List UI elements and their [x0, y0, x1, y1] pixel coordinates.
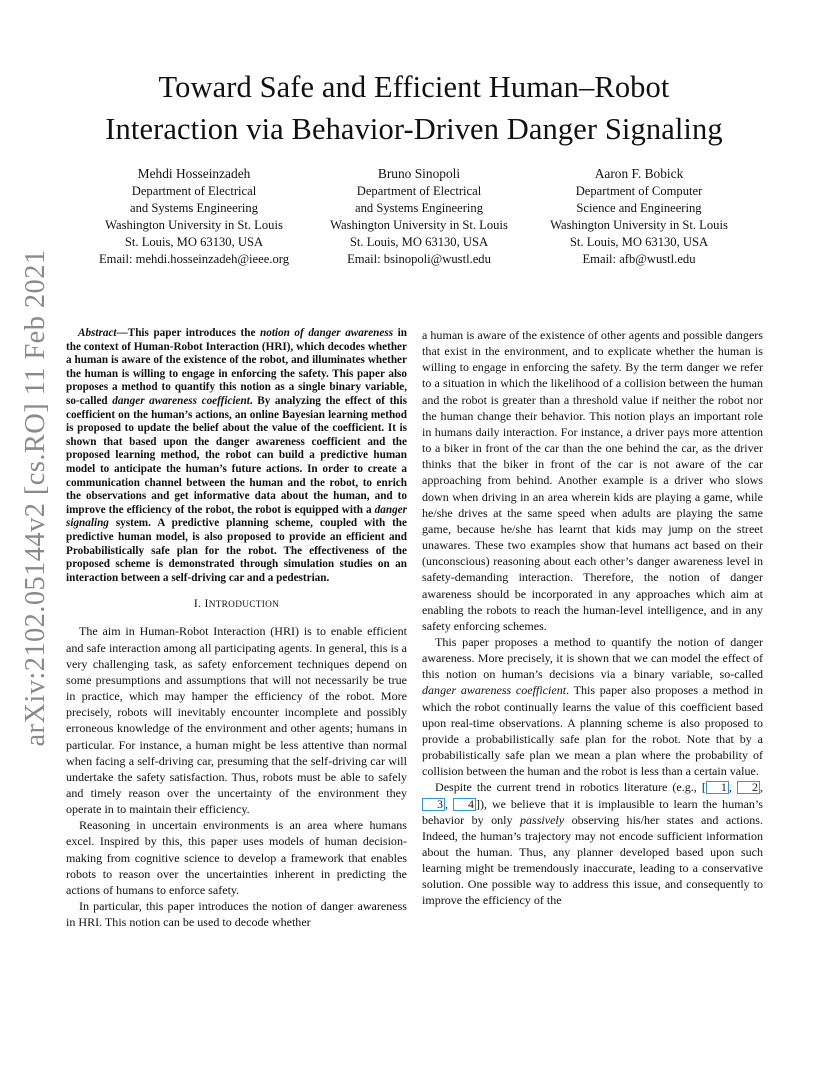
author-block-1	[84, 164, 304, 268]
paragraph: This paper proposes a method to quantify the notion of danger awareness. More precisely, it is shown that we can model the effect of this notion on human’s decisions via a binary variable, so-called danger awareness coefficient. This paper also proposes a method in which the robot continually learns the value of this coefficient based upon real-time observations. A planning scheme is also proposed to provide a probabilistically safe plan for the robot. Note that by a probabilistically safe plan we mean a plan where the probability of collision between the human and the robot is less than a certain value.	[422, 634, 763, 779]
author-affiliation: Washington University in St. Louis	[330, 218, 508, 232]
author-block-2	[309, 164, 529, 268]
title-line-2: Interaction via Behavior-Driven Danger Signaling	[105, 112, 723, 146]
citation-link[interactable]: 4	[453, 798, 476, 811]
abstract: Abstract—This paper introduces the notion of danger awareness in the context of Human-Robot Interaction (HRI), which decodes whether a human is aware of the existence of the robot, and illuminates whether the human is willing to engage in enforcing the safety. This paper also proposes a method to quantify this notion as a single binary variable, so-called danger awareness coefficient. By analyzing the effect of this coefficient on the human’s actions, an online Bayesian learning method is proposed to update the belief about the value of the coefficient. It is shown that based upon the danger awareness coefficient and the proposed learning method, the robot can build a predictive human model to anticipate the human’s future actions. In order to create a communication channel between the human and the robot, to enrich the observations and get informative data about the human, and to improve the efficiency of the robot, the robot is equipped with a danger signaling system. A predictive planning scheme, coupled with the predictive human model, is also proposed to provide an efficient and Probabilistically safe plan for the robot. The effectiveness of the proposed scheme is demonstrated through simulation studies on an interaction between a self-driving car and a pedestrian.	[66, 327, 407, 584]
author-affiliation: and Systems Engineering	[129, 201, 259, 215]
author-affiliation: Department of Electrical	[131, 184, 257, 198]
citation-link[interactable]: 2	[737, 781, 760, 794]
author-affiliation: Washington University in St. Louis	[550, 218, 728, 232]
author-affiliation: and Systems Engineering	[354, 201, 484, 215]
paper-title	[40, 66, 788, 150]
title-line-1: Toward Safe and Efficient Human–Robot	[158, 70, 670, 104]
author-address: St. Louis, MO 63130, USA	[349, 235, 489, 249]
author-affiliation: Washington University in St. Louis	[105, 218, 283, 232]
author-address: St. Louis, MO 63130, USA	[124, 235, 264, 249]
author-affiliation: Science and Engineering	[576, 201, 702, 215]
citation-link[interactable]: 1	[706, 781, 729, 794]
citation-link[interactable]: 3	[422, 798, 445, 811]
author-affiliation: Department of Electrical	[356, 184, 482, 198]
arxiv-id: arXiv:2102.05144v2 [cs.RO] 11 Feb 2021	[20, 249, 51, 747]
abstract-heading: Abstract	[78, 327, 117, 339]
author-address: St. Louis, MO 63130, USA	[569, 235, 709, 249]
arxiv-sidebar-stamp	[18, 248, 54, 748]
paragraph: Reasoning in uncertain environments is an area where humans excel. Inspired by this, this paper uses models of human decision-making from cognitive science to develop a framework that enables robots to reason over the uncertainties inherent in predicting the actions of humans to enforce safety.	[66, 818, 407, 897]
paragraph: Despite the current trend in robotics literature (e.g., [ 1 , 2 , 3 , 4 ]), we believe that it is implausible to learn the human’s behavior by only passively observing his/her states and actions. Indeed, the human’s trajectory may not encode sufficient information about the human. Thus, any planner developed based upon such learning might be tremendously inaccurate, leading to a conservative solution. One possible way to address this issue, and consequently to improve the efficiency of the	[422, 780, 763, 908]
right-column	[422, 327, 763, 909]
paragraph: a human is aware of the existence of other agents and possible dangers that exist in the environment, and to explicate whether the human is willing to engage in enforcing the safety. By the term danger we refer to a situation in which the likelihood of a collision between the human and the robot is greater than a threshold value if neither the robot nor the human change their behavior. This notion plays an important role in humans daily interaction. For instance, a driver pays more attention to a biker in front of the car than the one behind the car, as the driver thinks that the biker in front of the car is not aware of the car approaching from behind. Another example is a driver who slows down when driving in an area wherein kids are playing a game, while he/she drives at the same speed when adults are playing the same game, because he/she has learnt that kids may jump on the street unawares. These two examples show that humans act based on their (unconscious) reasoning about each other’s danger awareness level in safety-demanding interaction. Therefore, the notion of danger awareness should be incorporated in any approaches which aim at enabling the robots to reach the human-level intelligence, and in any safety enforcing schemes.	[422, 328, 763, 633]
author-name: Bruno Sinopoli	[377, 166, 461, 181]
left-column	[66, 327, 407, 930]
paragraph: In particular, this paper introduces the notion of danger awareness in HRI. This notion can be used to decode whether	[66, 899, 407, 930]
author-affiliation: Department of Computer	[575, 184, 703, 198]
author-name: Mehdi Hosseinzadeh	[137, 166, 251, 181]
author-email: Email: mehdi.hosseinzadeh@ieee.org	[98, 252, 290, 266]
author-email: Email: afb@wustl.edu	[582, 252, 696, 266]
paragraph: The aim in Human-Robot Interaction (HRI) is to enable efficient and safe interaction among all participating agents. In general, this is a very challenging task, as safety enforcement techniques depend on some presumptions and assumptions that will not necessarily be true in practice, which may hamper the efficiency of the robot. More precisely, robots will inevitably encounter incomplete and possibly erroneous knowledge of the environment and other agents; humans in particular. For instance, a human might be less attentive than normal when facing a self-driving car, presuming that the self-driving car will undertake the safety satisfaction. Thus, robots must be able to safely and timely reason over the uncertainty of the environment they operate in to maintain their efficiency.	[66, 624, 407, 817]
author-email: Email: bsinopoli@wustl.edu	[347, 252, 491, 266]
author-name: Aaron F. Bobick	[594, 166, 684, 181]
section-heading-introduction: I. INTRODUCTION	[193, 597, 280, 611]
author-block-3	[529, 164, 749, 268]
